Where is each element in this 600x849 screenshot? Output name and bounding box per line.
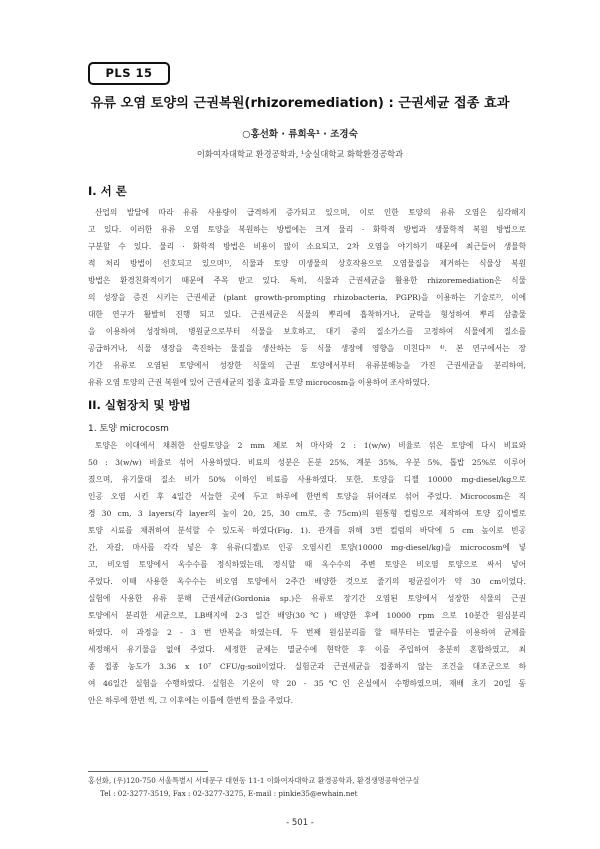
body-text-line: 적 처리 방법이 선호되고 있으며¹⁾, 식물과 토양 미생물의 상호작용으로 오염물질을 제거하는 식물상 복원	[88, 259, 526, 268]
body-text-line: 토양에서 분리한 세균으로, LB배지에 2-3 일간 배양(30℃) 배양한 후에 10000 rpm 으로 10분간 원심분리	[88, 611, 526, 620]
body-text-line: 졌으며, 유기물대 질소 비가 50% 이하인 비료를 사용하였다. 또한, 토양을 디젤 10000 mg-diesel/kg으로	[88, 475, 526, 484]
methods-body	[88, 437, 526, 709]
body-text-line: 인공 오염 시킨 후 4일간 서늘한 곳에 두고 하루에 한번씩 토양을 뒤어래로 섞어 주었다. Microcosm은 직	[88, 492, 526, 501]
body-text-line: 세정해서 유기물을 없애 주었다. 세정한 균체는 멸균수에 현탁한 후 이를 주입하여 충분히 혼합하였고, 최	[88, 645, 526, 654]
body-text-line: 안은 하루에 한번 씩, 그 이후에는 이틀에 한번씩 물을 주었다.	[88, 696, 294, 705]
page-number: - 501 -	[286, 818, 314, 828]
body-text-line: 공급하거나, 식물 생장을 촉진하는 물질을 생산하는 등 식물 생장에 영향을 미친다³⁾ ⁴⁾. 본 연구에서는 장	[88, 344, 526, 353]
body-text-line: 대한 연구가 활발히 진행 되고 있다. 근권세균은 식물의 뿌리에 흡착하거나, 균락을 형성하여 뿌리 삼출물	[88, 310, 526, 319]
body-text-line: 구분할 수 있다. 물리 · 화학적 방법은 비용이 많이 소요되고, 2차 오염을 야기하기 때문에 최근들어 생물학	[88, 242, 526, 251]
section-heading-introduction: I. 서 론	[88, 184, 127, 198]
body-text-line: 실험에 사용한 유류 분해 근권세균(Gordonia sp.)은 유류로 장기간 오염된 토양에서 성장한 식물의 근권	[88, 594, 526, 603]
body-text-line: 주었다. 이때 사용한 옥수수는 비오염 토양에서 2주간 배양한 것으로 줄기의 평균길이가 약 30 cm이었다.	[88, 577, 526, 586]
body-text-line: 경 30 cm, 3 layers(각 layer의 높이 20, 25, 30 cm로, 총 75cm)의 원통형 컬럼으로 제작하여 토양 깊이별로	[88, 509, 526, 518]
body-text-line: 의 성장을 증진 시키는 근권세균 (plant growth-prompting rhizobacteria, PGPR)을 이용하는 기술로²⁾, 이에	[88, 293, 526, 302]
body-text-line: 토양은 이대에서 채취한 산림토양을 2 mm 체로 쳐 마사와 2 : 1(w/w) 비율로 섞은 토양에 다시 비료와	[95, 441, 526, 450]
body-text-line: 기간 유류로 오염된 토양에서 성장한 식물의 근권 토양에서부터 유류분해능을 가진 근권세균을 분리하여,	[88, 361, 526, 370]
body-text-line: 하였다. 이 과정을 2 - 3 번 반복을 하였는데, 두 번째 원심분리를 할 때부터는 멸균수를 이용하여 균체를	[88, 628, 526, 637]
footnote-divider	[88, 771, 208, 772]
subsection-heading-microcosm: 1. 토양 microcosm	[88, 424, 169, 434]
footnote-contact: Tel : 02-3277-3519, Fax : 02-3277-3275, E-mail : pinkie35@ewhain.net	[100, 789, 358, 798]
body-text-line: 유류 오염 토양의 근권 복원에 있어 근권세균의 접종 효과를 토양 microcosm을 이용하여 조사하였다.	[88, 378, 430, 387]
session-badge: PLS 15	[88, 62, 170, 85]
paper-title: 유류 오염 토양의 근권복원(rhizoremediation) : 근권세균 접종 효과	[90, 96, 510, 111]
body-text-line: 방법은 환경친화적이기 때문에 주목 받고 있다. 특히, 식물과 근권세균을 활용한 rhizoremediation은 식물	[88, 276, 526, 285]
body-text-line: 토양 시료를 채취하여 분석할 수 있도록 하였다(Fig. 1). 관개를 위해 3번 컬럼의 바닥에 5 cm 높이로 빈공	[88, 526, 526, 535]
body-text-line: 간, 자갈, 마사를 각각 넣은 후 유류(디젤)로 인공 오염시킨 토양(10000 mg-diesel/kg)을 microcosm에 넣	[88, 543, 526, 552]
section-heading-methods: II. 실험장치 및 방법	[88, 398, 191, 412]
body-text-line: 여 46일간 실험을 수행하였다. 실험은 기온이 약 20 - 35℃인 온실에서 수행하였으며, 재배 초기 20일 동	[88, 679, 526, 688]
body-text-line: 산업의 발달에 따라 유류 사용량이 급격하게 증가되고 있으며, 이로 인한 토양의 유류 오염은 심각해지	[95, 208, 526, 217]
affiliation: 이화여자대학교 환경공학과, ¹숭실대학교 화학환경공학과	[196, 149, 404, 159]
body-text-line: 종 접종 농도가 3.36 x 10⁷ CFU/g-soil이었다. 실험군과 근권세균을 접종하지 않는 조건을 대조군으로 하	[88, 662, 526, 671]
body-text-line: 50 : 3(w/w) 비율로 섞어 사용하였다. 비료의 성분은 돈분 25%, 계분 35%, 우분 5%, 톱밥 25%로 이루어	[88, 458, 526, 467]
body-text-line: 고, 비오염 토양에서 옥수수를 정식하였는데, 정식할 때 옥수수의 주변 토양은 비오염 토양으로 싸서 넣어	[88, 560, 526, 569]
body-text-line: 을 이용하여 성장하며, 병원균으로부터 식물을 보호하고, 대기 중의 질소가스를 고정하여 식물에게 질소를	[88, 327, 526, 336]
introduction-body	[88, 204, 526, 391]
author-list: ○홍선화 · 류희욱¹ · 조경숙	[242, 129, 358, 140]
footnote-address: 홍선화, (우)120-750 서울특별시 서대문구 대현동 11-1 이화여자대학교 환경공학과, 환경생명공학연구실	[88, 776, 420, 785]
body-text-line: 고 있다. 이러한 유류 오염 토양을 복원하는 방법에는 크게 물리 · 화학적 방법과 생물학적 복원 방법으로	[88, 225, 526, 234]
